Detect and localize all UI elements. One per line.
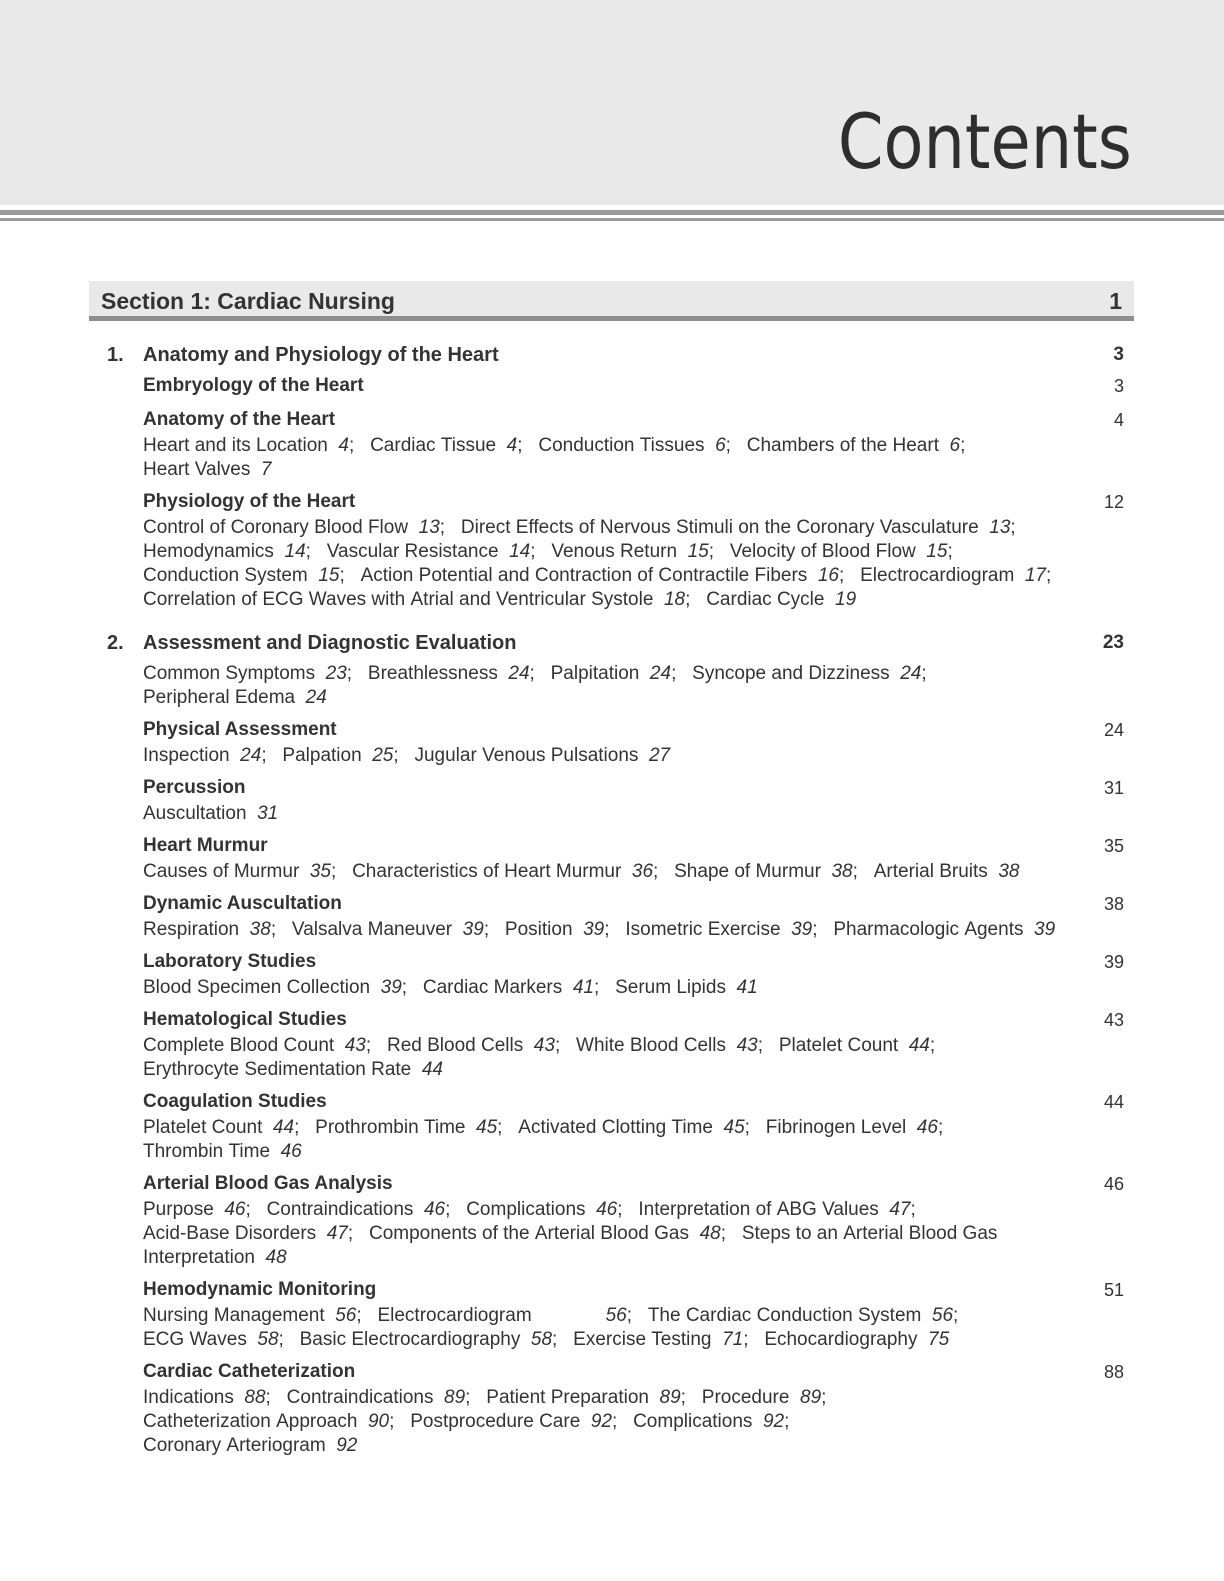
topic-title: Coagulation Studies — [143, 1091, 327, 1112]
section-page-number: 1 — [1109, 288, 1122, 314]
entry-line: Nursing Management 56; Electrocardiogram 56; The Cardiac Conduction System 56; — [143, 1305, 959, 1326]
entry-line: Coronary Arteriogram 92 — [143, 1435, 358, 1456]
entry-line: Indications 88; Contraindications 89; Patient Preparation 89; Procedure 89; — [143, 1387, 827, 1408]
header-banner — [0, 0, 1224, 205]
entry-line: Heart and its Location 4; Cardiac Tissue 4; Conduction Tissues 6; Chambers of the Heart 6; — [143, 435, 966, 456]
entry-line: Thrombin Time 46 — [143, 1141, 302, 1162]
topic-page-number: 51 — [1103, 1280, 1124, 1300]
topic-page-number: 39 — [1103, 952, 1124, 972]
entry-line: Peripheral Edema 24 — [143, 687, 327, 708]
chapter-title: Assessment and Diagnostic Evaluation — [143, 632, 517, 654]
topic-title: Anatomy of the Heart — [143, 409, 336, 430]
topic-title: Cardiac Catheterization — [143, 1361, 356, 1382]
entry-line: Correlation of ECG Waves with Atrial and Ventricular Systole 18; Cardiac Cycle 19 — [143, 589, 857, 610]
topic-title: Heart Murmur — [143, 835, 268, 856]
chapter-number: 1. — [107, 344, 124, 366]
topic-page-number: 4 — [1113, 410, 1124, 430]
topic-page-number: 88 — [1103, 1362, 1124, 1382]
topic-page-number: 43 — [1103, 1010, 1124, 1030]
page-title: Contents — [838, 97, 1132, 186]
entry-line: Catheterization Approach 90; Postprocedure Care 92; Complications 92; — [143, 1411, 790, 1432]
chapter-page-number: 23 — [1102, 632, 1124, 653]
entry-line: Hemodynamics 14; Vascular Resistance 14; Venous Return 15; Velocity of Blood Flow 15; — [143, 541, 953, 562]
topic-page-number: 38 — [1103, 894, 1124, 914]
entry-line: Conduction System 15; Action Potential and Contraction of Contractile Fibers 16; Electrocardiogram 17; — [143, 565, 1052, 586]
entry-line: ECG Waves 58; Basic Electrocardiography 58; Exercise Testing 71; Echocardiography 75 — [143, 1329, 950, 1350]
topic-title: Embryology of the Heart — [143, 375, 364, 396]
entry-line: Purpose 46; Contraindications 46; Complications 46; Interpretation of ABG Values 47; — [143, 1199, 916, 1220]
section-title: Section 1: Cardiac Nursing — [101, 288, 395, 314]
topic-page-number: 12 — [1103, 492, 1124, 512]
chapter-number: 2. — [107, 632, 124, 654]
entry-line: Control of Coronary Blood Flow 13; Direct Effects of Nervous Stimuli on the Coronary Vasculature 13; — [143, 517, 1016, 538]
topic-page-number: 3 — [1113, 376, 1124, 396]
entry-line: Common Symptoms 23; Breathlessness 24; Palpitation 24; Syncope and Dizziness 24; — [143, 663, 927, 684]
header-rule — [0, 210, 1224, 215]
entry-line: Blood Specimen Collection 39; Cardiac Markers 41; Serum Lipids 41 — [143, 977, 758, 998]
entry-line: Erythrocyte Sedimentation Rate 44 — [143, 1059, 443, 1080]
topic-page-number: 44 — [1103, 1092, 1124, 1112]
entry-line: Platelet Count 44; Prothrombin Time 45; Activated Clotting Time 45; Fibrinogen Level 46; — [143, 1117, 944, 1138]
topic-title: Arterial Blood Gas Analysis — [143, 1173, 393, 1194]
topic-title: Hematological Studies — [143, 1009, 347, 1030]
entry-line: Inspection 24; Palpation 25; Jugular Venous Pulsations 27 — [143, 745, 671, 766]
entry-line: Auscultation 31 — [143, 803, 279, 824]
topic-page-number: 35 — [1103, 836, 1124, 856]
entry-line: Complete Blood Count 43; Red Blood Cells 43; White Blood Cells 43; Platelet Count 44; — [143, 1035, 936, 1056]
topic-page-number: 31 — [1103, 778, 1124, 798]
chapter-page-number: 3 — [1113, 344, 1124, 365]
topic-title: Laboratory Studies — [143, 951, 317, 972]
topic-page-number: 24 — [1103, 720, 1124, 740]
entry-line: Heart Valves 7 — [143, 459, 272, 480]
entry-line: Acid-Base Disorders 47; Components of the Arterial Blood Gas 48; Steps to an Arterial Blood Gas — [143, 1223, 998, 1244]
entry-line: Causes of Murmur 35; Characteristics of Heart Murmur 36; Shape of Murmur 38; Arterial Bruits 38 — [143, 861, 1020, 882]
chapter-title: Anatomy and Physiology of the Heart — [143, 344, 499, 366]
section-heading — [89, 281, 1134, 321]
entry-line: Interpretation 48 — [143, 1247, 287, 1268]
topic-title: Percussion — [143, 777, 246, 798]
topic-title: Hemodynamic Monitoring — [143, 1279, 377, 1300]
entry-line: Respiration 38; Valsalva Maneuver 39; Position 39; Isometric Exercise 39; Pharmacologic Agents 39 — [143, 919, 1056, 940]
topic-title: Physiology of the Heart — [143, 491, 356, 512]
topic-title: Dynamic Auscultation — [143, 893, 342, 914]
topic-title: Physical Assessment — [143, 719, 337, 740]
header-rule-thin — [0, 218, 1224, 221]
topic-page-number: 46 — [1103, 1174, 1124, 1194]
